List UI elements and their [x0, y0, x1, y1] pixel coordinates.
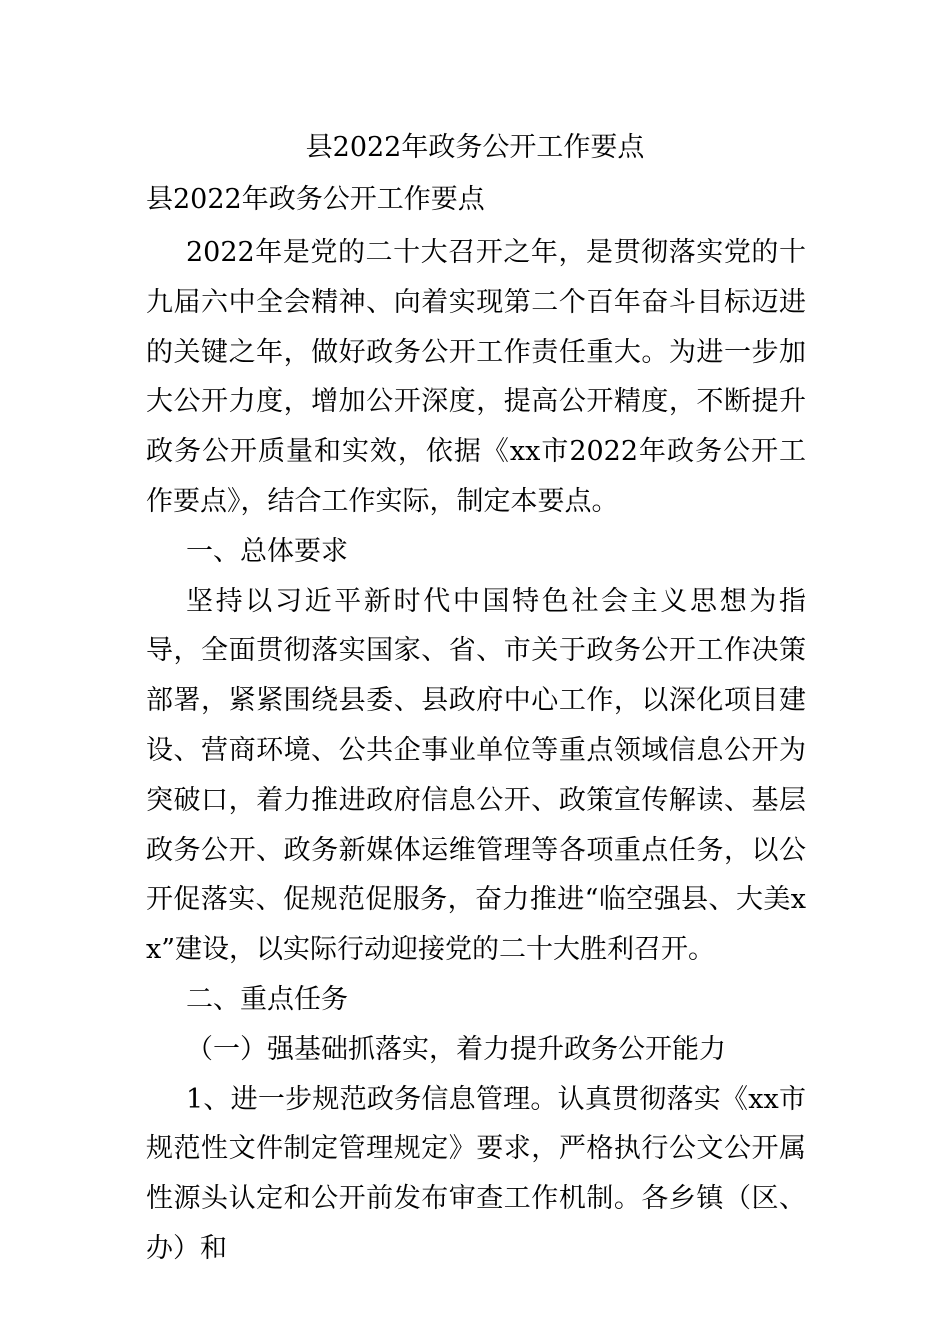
document-title: 县2022年政务公开工作要点: [305, 132, 645, 163]
document-subtitle: 县2022年政务公开工作要点: [146, 184, 485, 215]
intro-paragraph: 2022年是党的二十大召开之年，是贯彻落实党的十九届六中全会精神、向着实现第二个百年奋斗目标迈进的关键之年，做好政务公开工作责任重大。为进一步加大公开力度，增加公开深度，提高公开精度，不断提升政务公开质量和实效，依据《xx市2022年政务公开工作要点》，结合工作实际，制定本要点。: [146, 237, 806, 517]
section-heading-general-requirements: 一、总体要求: [186, 535, 348, 567]
document-body: [146, 228, 806, 1274]
subsection-heading-1: （一）强基础抓落实，着力提升政务公开能力: [186, 1033, 726, 1065]
task-paragraph-1: 1、进一步规范政务信息管理。认真贯彻落实《xx市规范性文件制定管理规定》要求，严格执行公文公开属性源头认定和公开前发布审查工作机制。各乡镇（区、办）和: [146, 1083, 806, 1264]
general-requirements-paragraph: 坚持以习近平新时代中国特色社会主义思想为指导，全面贯彻落实国家、省、市关于政务公开工作决策部署，紧紧围绕县委、县政府中心工作，以深化项目建设、营商环境、公共企事业单位等重点领域信息公开为突破口，着力推进政府信息公开、政策宣传解读、基层政务公开、政务新媒体运维管理等各项重点任务，以公开促落实、促规范促服务，奋力推进“临空强县、大美xx”建设，以实际行动迎接党的二十大胜利召开。: [146, 585, 806, 966]
section-heading-key-tasks: 二、重点任务: [186, 983, 348, 1015]
